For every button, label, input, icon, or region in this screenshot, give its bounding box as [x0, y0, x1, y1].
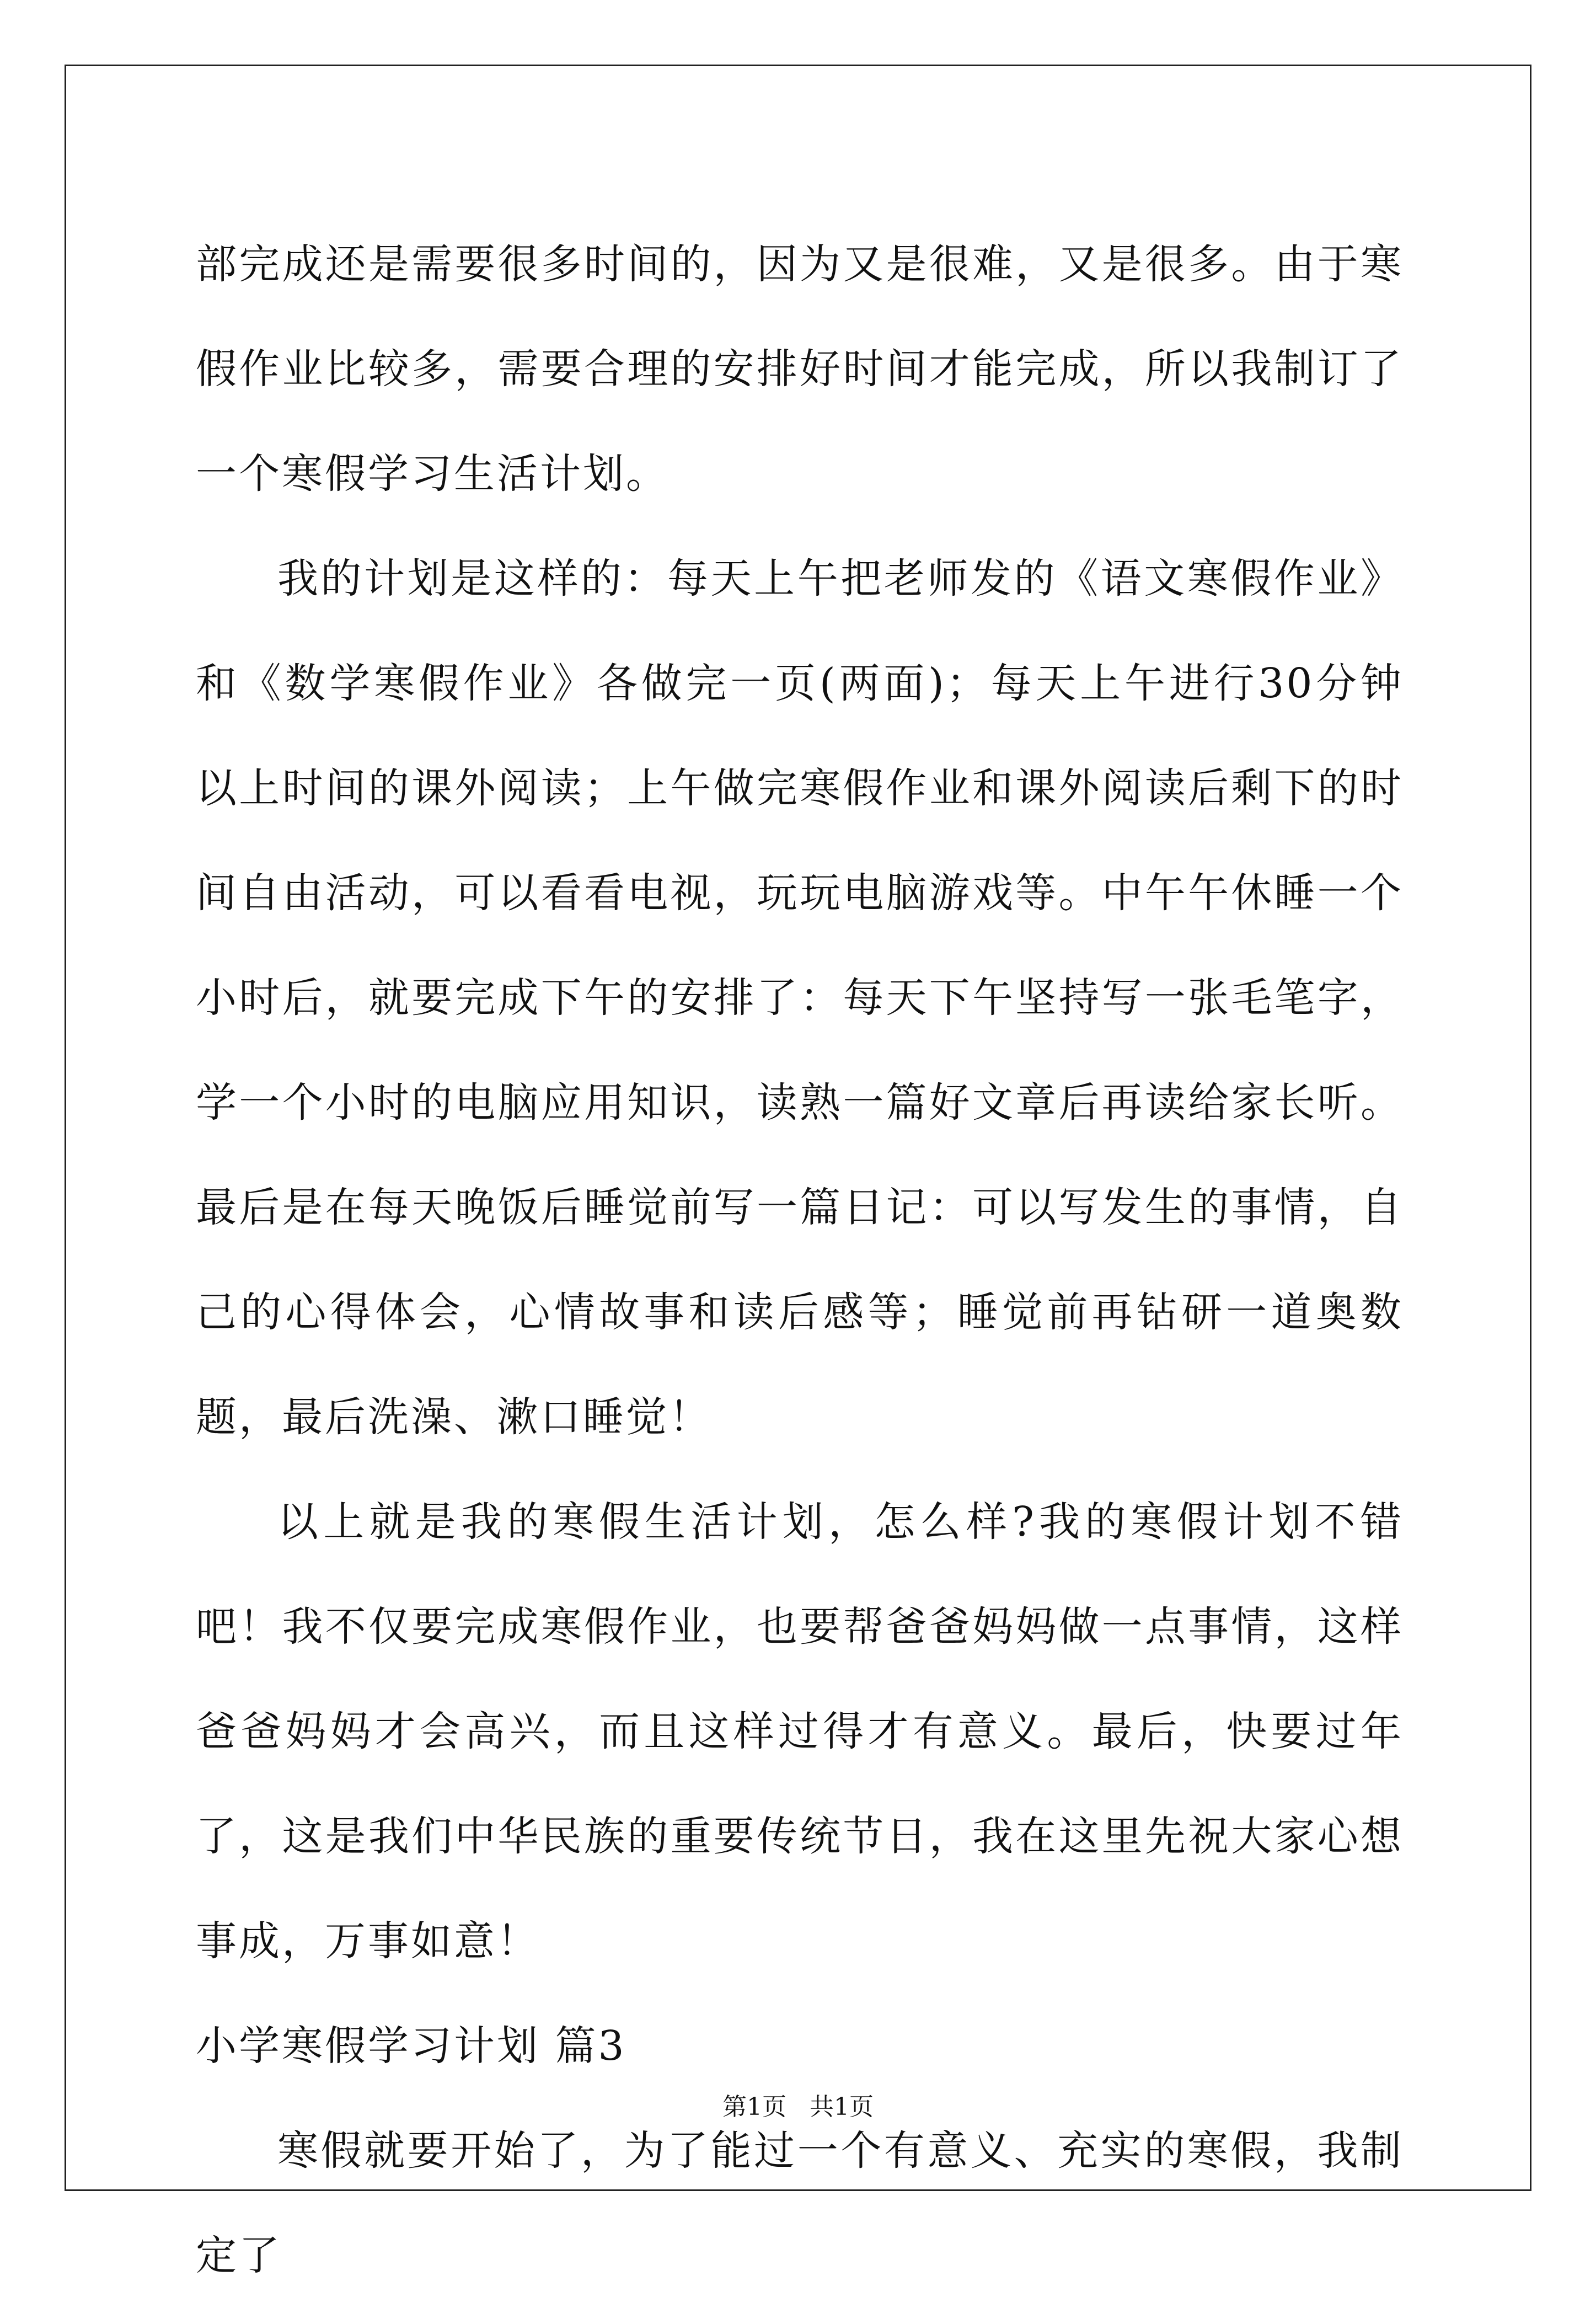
- page-total: 共1页: [809, 2093, 874, 2121]
- paragraph-2: 我的计划是这样的：每天上午把老师发的《语文寒假作业》和《数学寒假作业》各做完一页(两面)；每天上午进行30分钟以上时间的课外阅读；上午做完寒假作业和课外阅读后剩下的时间自由活动，可以看看电视，玩玩电脑游戏等。中午午休睡一个小时后，就要完成下午的安排了：每天下午坚持写一张毛笔字，学一个小时的电脑应用知识，读熟一篇好文章后再读给家长听。最后是在每天晚饭后睡觉前写一篇日记：可以写发生的事情，自己的心得体会，心情故事和读后感等；睡觉前再钻研一道奥数题，最后洗澡、漱口睡觉！: [196, 555, 1404, 1441]
- paragraph-4: 寒假就要开始了，为了能过一个有意义、充实的寒假，我制定了: [196, 2127, 1404, 2279]
- page-number: 第1页: [722, 2093, 787, 2121]
- paragraph-3: 以上就是我的寒假生活计划，怎么样?我的寒假计划不错吧！我不仅要完成寒假作业，也要帮爸爸妈妈做一点事情，这样爸爸妈妈才会高兴，而且这样过得才有意义。最后，快要过年了，这是我们中华民族的重要传统节日，我在这里先祝大家心想事成，万事如意！: [196, 1498, 1404, 1965]
- section-heading: 小学寒假学习计划 篇3: [196, 2022, 626, 2070]
- paragraph-1: 部完成还是需要很多时间的，因为又是很难，又是很多。由于寒假作业比较多，需要合理的安排好时间才能完成，所以我制订了一个寒假学习生活计划。: [196, 241, 1404, 498]
- document-body: [196, 212, 1404, 2308]
- page-footer: [0, 2091, 1596, 2124]
